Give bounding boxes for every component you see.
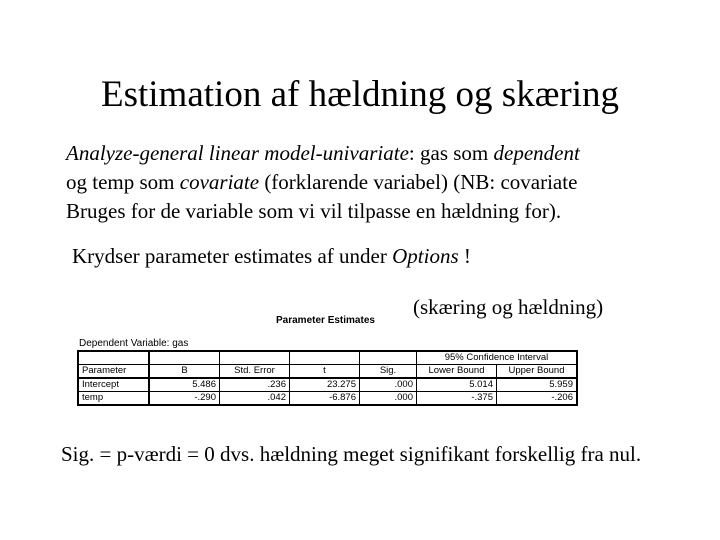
t-cell: -6.876 bbox=[290, 392, 360, 406]
column-header: Upper Bound bbox=[497, 365, 578, 379]
intercept-slope-note: (skæring og hældning) bbox=[413, 295, 604, 319]
instructions-line-1 bbox=[66, 139, 706, 168]
sig-cell: .000 bbox=[360, 378, 417, 392]
header-blank bbox=[78, 351, 149, 365]
column-header: Parameter bbox=[78, 365, 149, 379]
parameter-cell: Intercept bbox=[78, 378, 149, 392]
italic-text: Options bbox=[392, 244, 459, 268]
table-caption: Parameter Estimates bbox=[276, 315, 375, 326]
text-run: Bruges for de variable som vi vil tilpasse en hældning for). bbox=[66, 199, 562, 223]
upper-bound-cell: 5.959 bbox=[497, 378, 578, 392]
std-error-cell: .236 bbox=[220, 378, 290, 392]
table-row bbox=[78, 378, 577, 392]
parameter-cell: temp bbox=[78, 392, 149, 406]
italic-text: covariate bbox=[179, 170, 260, 194]
b-cell: 5.486 bbox=[149, 378, 220, 392]
column-header: Lower Bound bbox=[417, 365, 497, 379]
header-blank bbox=[360, 351, 417, 365]
instructions-line-2 bbox=[66, 168, 706, 197]
text-run: ! bbox=[458, 244, 471, 268]
lower-bound-cell: -.375 bbox=[417, 392, 497, 406]
column-header: B bbox=[149, 365, 220, 379]
sig-cell: .000 bbox=[360, 392, 417, 406]
slide-title: Estimation af hældning og skæring bbox=[101, 74, 619, 115]
column-header: t bbox=[290, 365, 360, 379]
column-header: Sig. bbox=[360, 365, 417, 379]
std-error-cell: .042 bbox=[220, 392, 290, 406]
table-header-row bbox=[78, 365, 577, 379]
italic-text: Analyze-general linear model-univariate bbox=[66, 141, 409, 165]
italic-text: dependent bbox=[493, 141, 580, 165]
upper-bound-cell: -.206 bbox=[497, 392, 578, 406]
parameter-estimates-table bbox=[77, 350, 578, 406]
column-header: Std. Error bbox=[220, 365, 290, 379]
options-instruction bbox=[72, 242, 471, 271]
b-cell: -.290 bbox=[149, 392, 220, 406]
lower-bound-cell: 5.014 bbox=[417, 378, 497, 392]
table-header-row bbox=[78, 351, 577, 365]
ci-header: 95% Confidence Interval bbox=[417, 351, 578, 365]
t-cell: 23.275 bbox=[290, 378, 360, 392]
instructions-paragraph bbox=[66, 139, 706, 226]
text-run: (forklarende variabel) (NB: covariate bbox=[259, 170, 578, 194]
text-run: : gas som bbox=[408, 141, 494, 165]
footer-conclusion: Sig. = p-værdi = 0 dvs. hældning meget signifikant forskellig fra nul. bbox=[61, 442, 642, 466]
dependent-variable-label: Dependent Variable: gas bbox=[79, 338, 189, 349]
header-blank bbox=[149, 351, 220, 365]
instructions-line-3 bbox=[66, 197, 706, 226]
text-run: Krydser parameter estimates af under bbox=[72, 244, 393, 268]
header-blank bbox=[220, 351, 290, 365]
header-blank bbox=[290, 351, 360, 365]
text-run: og temp som bbox=[66, 170, 180, 194]
table-row bbox=[78, 392, 577, 406]
